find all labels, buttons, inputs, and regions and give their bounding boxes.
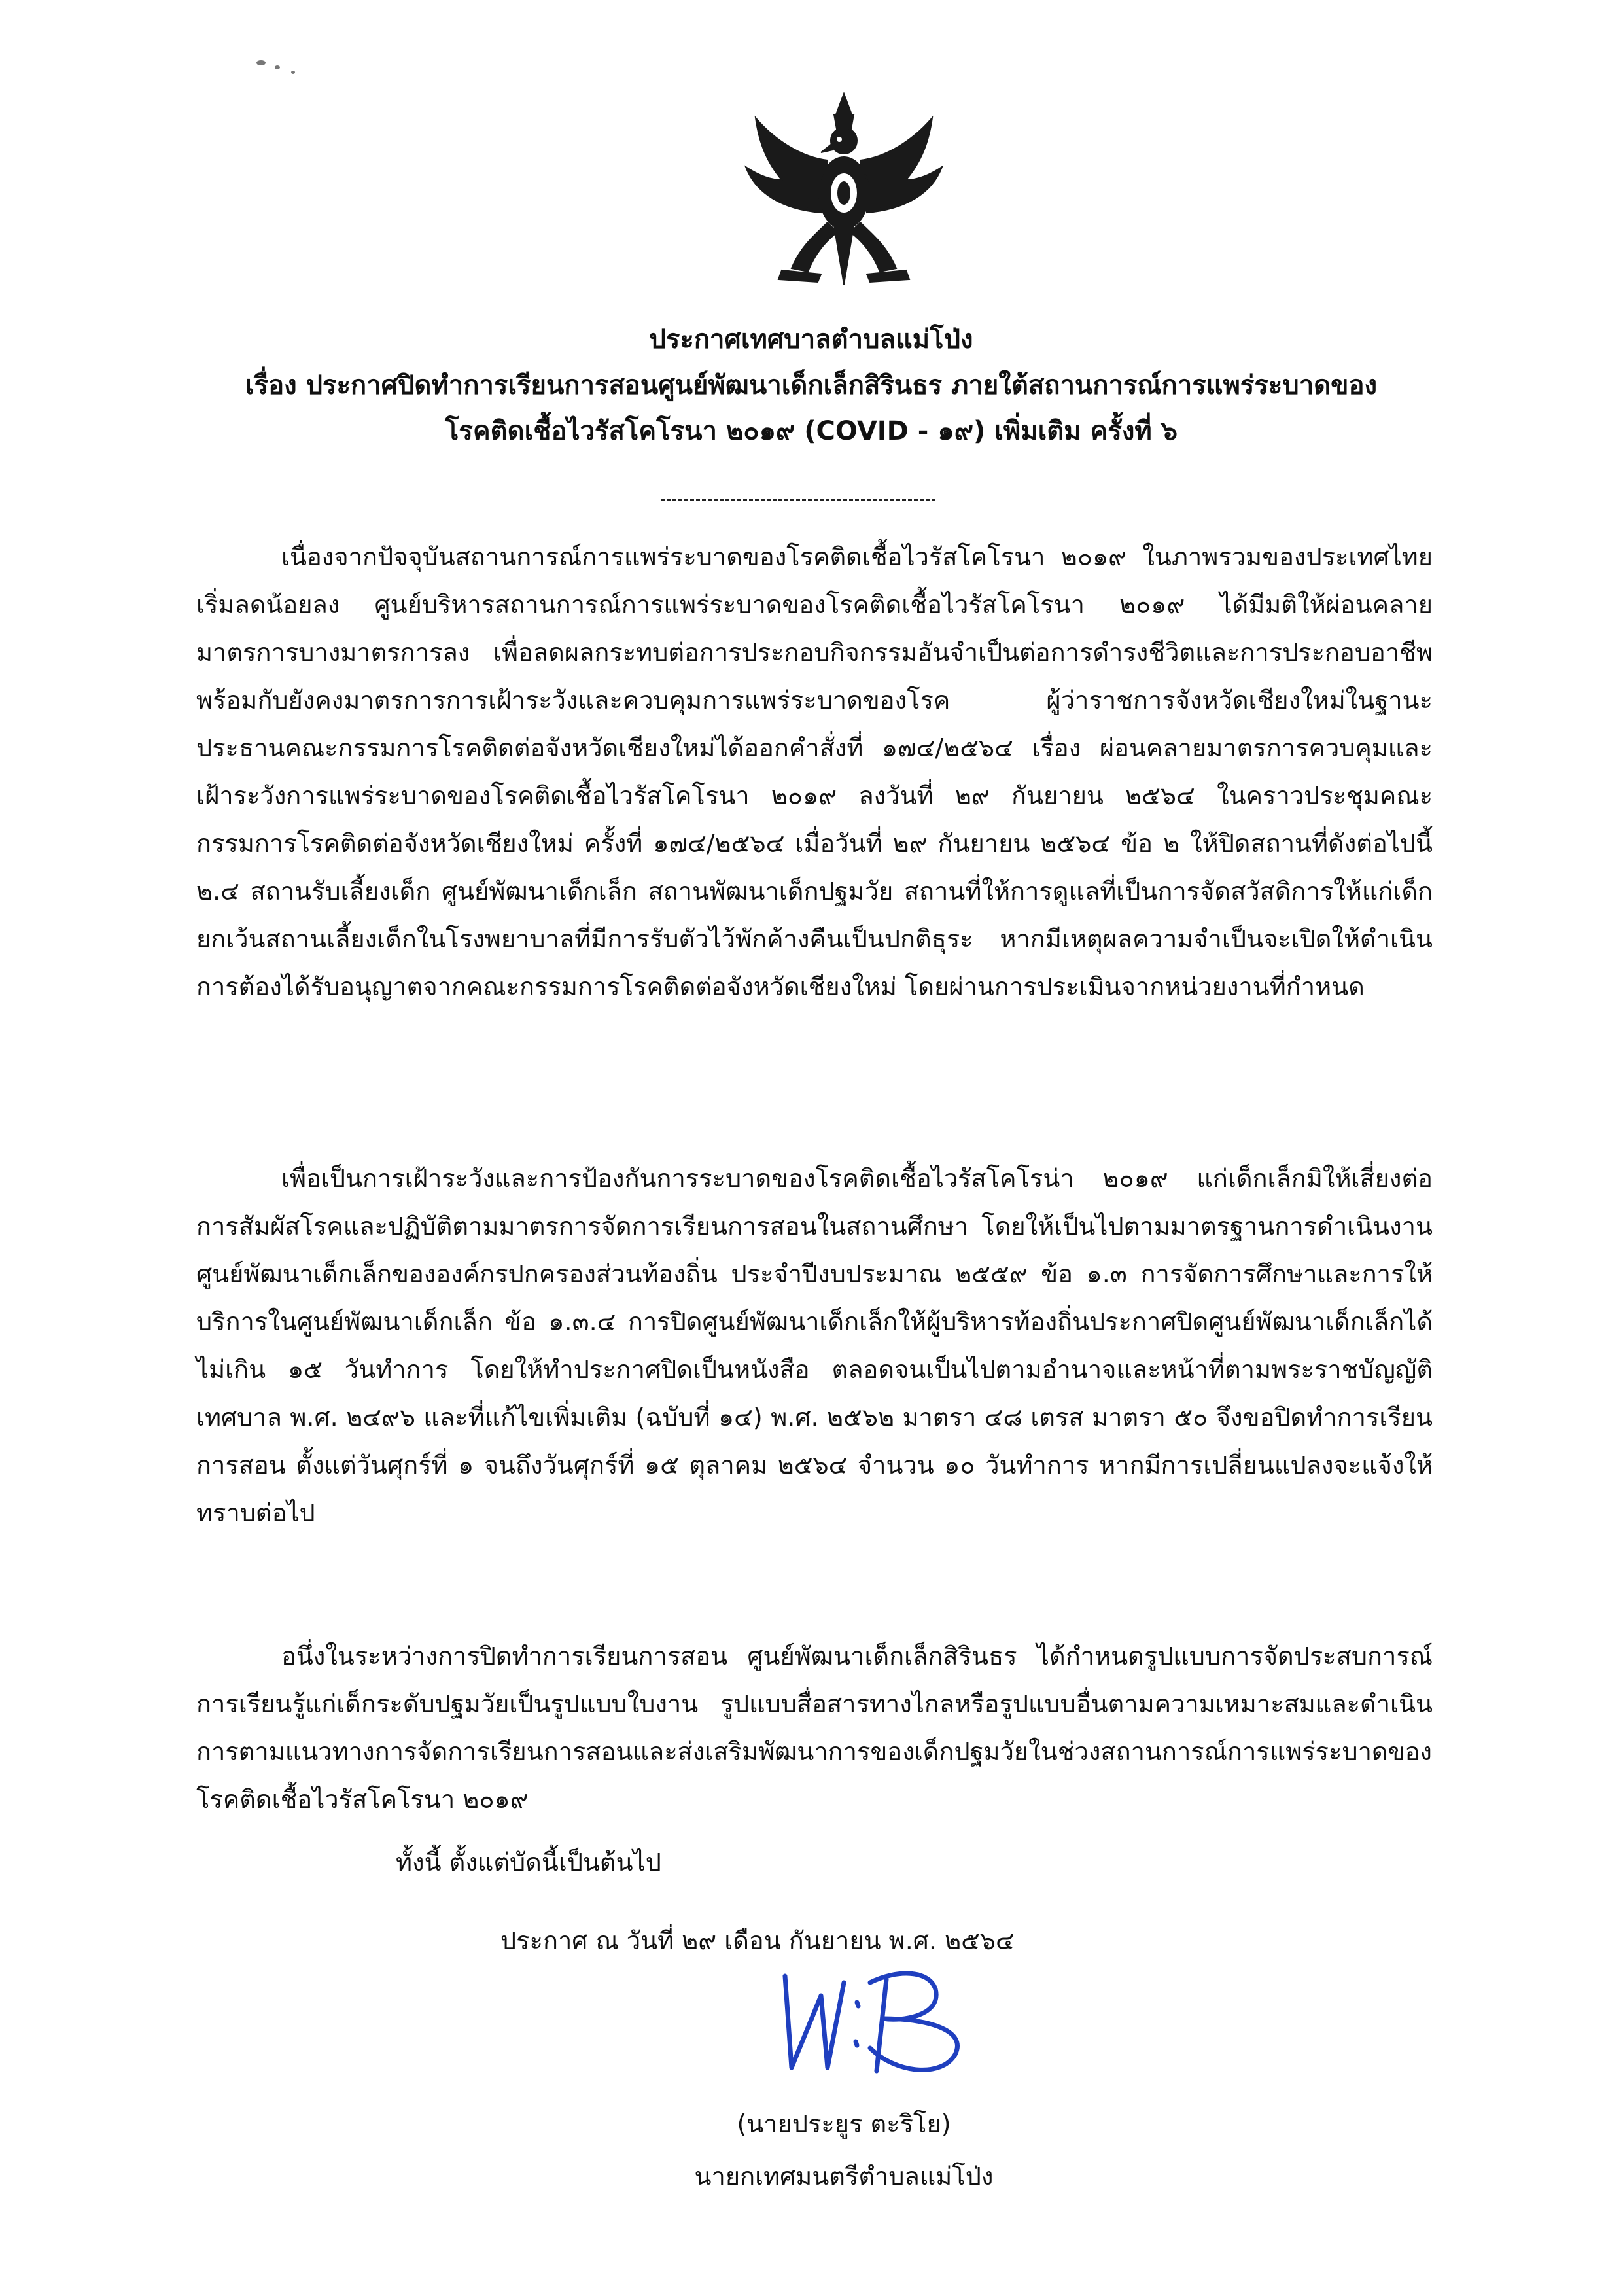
announcement-date: ประกาศ ณ วันที่ ๒๙ เดือน กันยายน พ.ศ. ๒๕๖๔ (500, 1926, 1015, 1955)
scan-speck (291, 71, 295, 74)
announcement-subject-line2: โรคติดเชื้อไวรัสโคโรนา ๒๐๑๙ (COVID - ๑๙) เพิ่มเติม ครั้งที่ ๖ (444, 416, 1178, 446)
signature (772, 1956, 988, 2081)
scan-speck (275, 65, 280, 69)
signer-name: (นายประยูร ตะริโย) (737, 2110, 951, 2138)
scan-speck (256, 60, 266, 65)
announcement-subject-line1: เรื่อง ประกาศปิดทำการเรียนการสอนศูนย์พัฒนาเด็กเล็กสิรินธร ภายใต้สถานการณ์การแพร่ระบาดของ (245, 370, 1378, 400)
title-divider (661, 499, 935, 501)
effective-statement: ทั้งนี้ ตั้งแต่บัดนี้เป็นต้นไป (396, 1848, 661, 1877)
announcement-title: ประกาศเทศบาลตำบลแม่โป่ง (649, 325, 973, 355)
garuda-emblem-icon (729, 88, 958, 298)
signer-position: นายกเทศมนตรีตำบลแม่โป่ง (694, 2162, 994, 2191)
body-paragraph-2: เพื่อเป็นการเฝ้าระวังและการป้องกันการระบาดของโรคติดเชื้อไวรัสโคโรน่า ๒๐๑๙ แก่เด็กเล็กมิให้เสี่ยงต่อการสัมผัสโรคและปฏิบัติตามมาตรการจัดการเรียนการสอนในสถานศึกษา โดยให้เป็นไปตามมาตรฐานการดำเนินงานศูนย์พัฒนาเด็กเล็กขององค์กรปกครองส่วนท้องถิ่น ประจำปีงบประมาณ ๒๕๕๙ ข้อ ๑.๓ การจัดการศึกษาและการให้บริการในศูนย์พัฒนาเด็กเล็ก ข้อ ๑.๓.๔ การปิดศูนย์พัฒนาเด็กเล็กให้ผู้บริหารท้องถิ่นประกาศปิดศูนย์พัฒนาเด็กเล็กได้ไม่เกิน ๑๕ วันทำการ โดยให้ทำประกาศปิดเป็นหนังสือ ตลอดจนเป็นไปตามอำนาจและหน้าที่ตามพระราชบัญญัติเทศบาล พ.ศ. ๒๔๙๖ และที่แก้ไขเพิ่มเติม (ฉบับที่ ๑๔) พ.ศ. ๒๕๖๒ มาตรา ๔๘ เตรส มาตรา ๕๐ จึงขอปิดทำการเรียนการสอน ตั้งแต่วันศุกร์ที่ ๑ จนถึงวันศุกร์ที่ ๑๕ ตุลาคม ๒๕๖๔ จำนวน ๑๐ วันทำการ หากมีการเปลี่ยนแปลงจะแจ้งให้ทราบต่อไป (196, 1164, 1433, 1527)
body-paragraph-3: อนึ่งในระหว่างการปิดทำการเรียนการสอน ศูนย์พัฒนาเด็กเล็กสิรินธร ได้กำหนดรูปแบบการจัดประสบการณ์การเรียนรู้แก่เด็กระดับปฐมวัยเป็นรูปแบบใบงาน รูปแบบสื่อสารทางไกลหรือรูปแบบอื่นตามความเหมาะสมและดำเนินการตามแนวทางการจัดการเรียนการสอนและส่งเสริมพัฒนาการของเด็กปฐมวัยในช่วงสถานการณ์การแพร่ระบาดของโรคติดเชื้อไวรัสโคโรนา ๒๐๑๙ (196, 1642, 1433, 1814)
body-paragraph-1: เนื่องจากปัจจุบันสถานการณ์การแพร่ระบาดของโรคติดเชื้อไวรัสโคโรนา ๒๐๑๙ ในภาพรวมของประเทศไทยเริ่มลดน้อยลง ศูนย์บริหารสถานการณ์การแพร่ระบาดของโรคติดเชื้อไวรัสโคโรนา ๒๐๑๙ ได้มีมติให้ผ่อนคลายมาตรการบางมาตรการลง เพื่อลดผลกระทบต่อการประกอบกิจกรรมอันจำเป็นต่อการดำรงชีวิตและการประกอบอาชีพ พร้อมกับยังคงมาตรการการเฝ้าระวังและควบคุมการแพร่ระบาดของโรค ผู้ว่าราชการจังหวัดเชียงใหม่ในฐานะประธานคณะกรรมการโรคติดต่อจังหวัดเชียงใหม่ได้ออกคำสั่งที่ ๑๗๔/๒๕๖๔ เรื่อง ผ่อนคลายมาตรการควบคุมและเฝ้าระวังการแพร่ระบาดของโรคติดเชื้อไวรัสโคโรนา ๒๐๑๙ ลงวันที่ ๒๙ กันยายน ๒๕๖๔ ในคราวประชุมคณะกรรมการโรคติดต่อจังหวัดเชียงใหม่ ครั้งที่ ๑๗๔/๒๕๖๔ เมื่อวันที่ ๒๙ กันยายน ๒๕๖๔ ข้อ ๒ ให้ปิดสถานที่ดังต่อไปนี้ ๒.๔ สถานรับเลี้ยงเด็ก ศูนย์พัฒนาเด็กเล็ก สถานพัฒนาเด็กปฐมวัย สถานที่ให้การดูแลที่เป็นการจัดสวัสดิการให้แก่เด็ก ยกเว้นสถานเลี้ยงเด็กในโรงพยาบาลที่มีการรับตัวไว้พักค้างคืนเป็นปกติธุระ หากมีเหตุผลความจำเป็นจะเปิดให้ดำเนินการต้องได้รับอนุญาตจากคณะกรรมการโรคติดต่อจังหวัดเชียงใหม่ โดยผ่านการประเมินจากหน่วยงานที่กำหนด (196, 542, 1433, 1001)
